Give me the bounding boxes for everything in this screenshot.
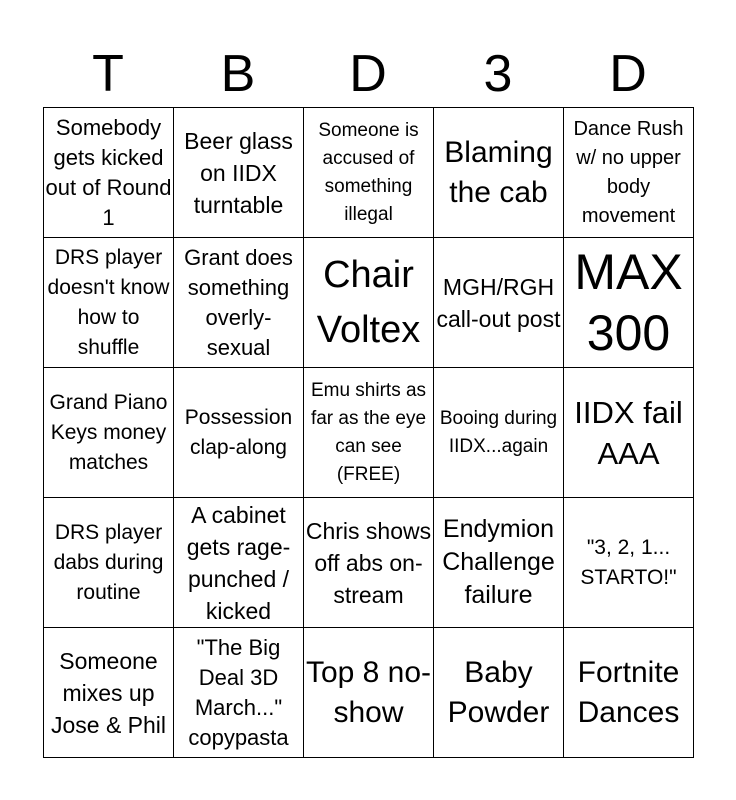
bingo-cell[interactable]	[434, 108, 564, 238]
cell-label: IIDX fail AAA	[574, 394, 683, 471]
bingo-cell[interactable]	[564, 628, 694, 758]
cell-label: MAX 300	[574, 243, 683, 361]
bingo-cell[interactable]	[434, 368, 564, 498]
cell-label: Baby Powder	[447, 655, 550, 729]
header-letter-3: D	[349, 45, 387, 103]
cell-label: Booing during IIDX...again	[439, 407, 558, 457]
header-letter-1: T	[92, 45, 124, 103]
bingo-cell[interactable]	[304, 108, 434, 238]
bingo-cell[interactable]	[44, 368, 174, 498]
bingo-cell[interactable]	[174, 368, 304, 498]
bingo-cell[interactable]	[564, 498, 694, 628]
bingo-cell[interactable]	[174, 628, 304, 758]
cell-label: DRS player dabs during routine	[53, 520, 164, 604]
cell-label: Someone is accused of something illegal	[318, 119, 419, 225]
bingo-cell[interactable]	[44, 628, 174, 758]
cell-label: "3, 2, 1... STARTO!"	[580, 535, 677, 589]
cell-label: "The Big Deal 3D March..." copypasta	[188, 634, 289, 750]
bingo-cell[interactable]	[434, 238, 564, 368]
bingo-cell[interactable]	[174, 108, 304, 238]
cell-label: Emu shirts as far as the eye can see (FREE)	[310, 379, 427, 485]
header-letter-5: D	[609, 45, 647, 103]
cell-label: Top 8 no-show	[305, 655, 432, 729]
bingo-cell[interactable]	[564, 238, 694, 368]
bingo-cell[interactable]	[44, 238, 174, 368]
bingo-cell[interactable]	[44, 108, 174, 238]
bingo-cell[interactable]	[434, 498, 564, 628]
board-row-2	[44, 238, 694, 368]
cell-label: MGH/RGH call-out post	[436, 273, 561, 332]
bingo-cell[interactable]	[434, 628, 564, 758]
bingo-cell[interactable]	[304, 628, 434, 758]
cell-label: Fortnite Dances	[577, 655, 680, 729]
cell-label: Chris shows off abs on-stream	[305, 517, 432, 608]
bingo-cell[interactable]	[174, 238, 304, 368]
board-row-5	[44, 628, 694, 758]
bingo-cell[interactable]	[564, 108, 694, 238]
bingo-cell[interactable]	[174, 498, 304, 628]
cell-label: Beer glass on IIDX turntable	[184, 127, 293, 218]
bingo-cell[interactable]	[304, 498, 434, 628]
bingo-cell[interactable]	[304, 368, 434, 498]
bingo-cell[interactable]	[44, 498, 174, 628]
board-row-1	[44, 108, 694, 238]
cell-label: Someone mixes up Jose & Phil	[50, 647, 167, 738]
cell-label: Blaming the cab	[444, 135, 553, 209]
bingo-board	[43, 107, 694, 758]
cell-label: Chair Voltex	[316, 253, 421, 351]
bingo-cell[interactable]	[304, 238, 434, 368]
cell-label: Grand Piano Keys money matches	[49, 390, 168, 474]
cell-label: Possession clap-along	[184, 405, 293, 459]
board-row-4	[44, 498, 694, 628]
cell-label: A cabinet gets rage-punched / kicked	[186, 501, 291, 624]
bingo-cell[interactable]	[564, 368, 694, 498]
header-letter-4: 3	[483, 45, 513, 103]
board-row-3	[44, 368, 694, 498]
cell-label: Grant does something overly-sexual	[184, 244, 293, 360]
bingo-header	[43, 40, 693, 108]
cell-label: Dance Rush w/ no upper body movement	[573, 117, 684, 227]
header-letter-2: B	[220, 45, 256, 103]
cell-label: Endymion Challenge failure	[442, 515, 555, 609]
cell-label: Somebody gets kicked out of Round 1	[45, 114, 172, 230]
cell-label: DRS player doesn't know how to shuffle	[47, 245, 170, 359]
